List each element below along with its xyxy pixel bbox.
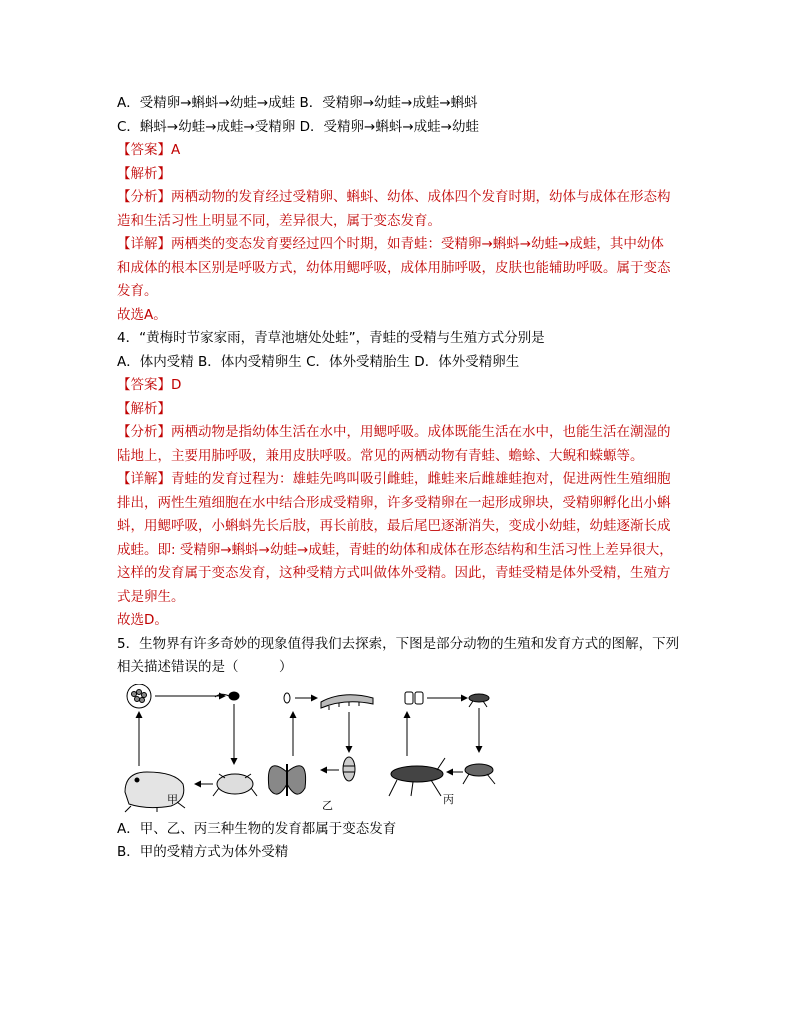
q4-answer: [117, 374, 687, 398]
q4-xiangjie-line-3: 蚪，用鳃呼吸，小蝌蚪先长后肢，再长前肢，最后尾巴逐渐消失，变成小幼蛙，幼蛙逐渐长成: [117, 518, 671, 534]
q4-fenxi-line-1: [117, 421, 687, 445]
q4-fenxi-line-2: 陆地上，主要用肺呼吸，兼用皮肤呼吸。常见的两栖动物有青蛙、蟾蜍、大鲵和蝾螈等。: [117, 447, 644, 464]
q4-xiangjie-line-5: 这样的发育属于变态发育，这种受精方式叫做体外受精。因此，青蛙受精是体外受精，生殖方: [117, 565, 671, 581]
q4-xiangjie-line-6: 式是卵生。: [117, 588, 185, 605]
q4-stem: 4．“黄梅时节家家雨，青草池塘处处蛙”，青蛙的受精与生殖方式分别是: [117, 330, 545, 346]
life-cycle-figure: [117, 684, 517, 814]
butterfly-egg-icon: [284, 693, 290, 703]
answer-value: A: [171, 142, 181, 158]
q3-xiangjie-line-3: 发育。: [117, 283, 158, 299]
q3-choose: 故选A。: [117, 306, 167, 323]
q4-analysis-tag: 【解析】: [117, 400, 171, 417]
fenxi-tag: 【分析】: [117, 424, 171, 440]
answer-value: D: [171, 377, 182, 393]
q5-option-b: B．甲的受精方式为体外受精: [117, 844, 289, 860]
q3-analysis-tag: 【解析】: [117, 165, 171, 182]
young-frog-icon: [213, 774, 257, 796]
answer-tag: 【答案】: [117, 377, 171, 393]
xiangjie-text: 青蛙的发育过程为：雄蛙先鸣叫吸引雌蛙，雌蛙来后雌雄蛙抱对，促进两性生殖细胞: [171, 471, 671, 487]
adult-frog-icon: [125, 772, 185, 812]
q3-xiangjie-line-1: [117, 233, 687, 257]
q4-xiangjie-line-4: 成蛙。即: 受精卵→蝌蚪→幼蛙→成蛙，青蛙的幼体和成体在形态结构和生活习性上差异很大，: [117, 541, 673, 558]
figure-label-jia: 甲: [167, 792, 178, 806]
q4-xiangjie-line-1: [117, 468, 687, 492]
q5-stem-line-2: 相关描述错误的是（ ）: [117, 659, 293, 675]
pupa-icon: [343, 757, 355, 781]
xiangjie-tag: 【详解】: [117, 471, 171, 487]
page-content: [117, 92, 687, 865]
xiangjie-text: 两栖类的变态发育要经过四个时期，如青蛙：受精卵→蝌蚪→幼蛙→成蛙，其中幼体: [171, 236, 664, 252]
caterpillar-icon: [321, 694, 373, 709]
q4-options: A．体内受精 B．体内受精卵生 C．体外受精胎生 D．体外受精卵生: [117, 353, 520, 370]
q3-answer: [117, 139, 687, 163]
nymph-small-icon: [469, 694, 489, 707]
answer-tag: 【答案】: [117, 142, 171, 158]
q5-option-a: A．甲、乙、丙三种生物的发育都属于变态发育: [117, 820, 397, 837]
q5-stem-line-1: 5．生物界有许多奇妙的现象值得我们去探索，下图是部分动物的生殖和发育方式的图解，下列: [117, 635, 680, 652]
figure-label-yi: 乙: [322, 798, 333, 812]
grasshopper-egg-icon: [405, 692, 423, 704]
butterfly-icon: [268, 764, 305, 796]
fenxi-tag: 【分析】: [117, 189, 171, 205]
q3-fenxi-line-2: 造和生活习性上明显不同，差异很大，属于变态发育。: [117, 212, 441, 229]
q3-fenxi-line-1: [117, 186, 687, 210]
q3-options-ab: A．受精卵→蝌蚪→幼蛙→成蛙 B．受精卵→幼蛙→成蛙→蝌蚪: [117, 95, 478, 111]
q4-xiangjie-line-2: 排出，两性生殖细胞在水中结合形成受精卵，许多受精卵在一起形成卵块，受精卵孵化出小蝌: [117, 494, 671, 511]
fenxi-text: 两栖动物是指幼体生活在水中，用鳃呼吸。成体既能生活在水中，也能生活在潮湿的: [171, 424, 671, 440]
frog-egg-mass-icon: [127, 684, 151, 708]
xiangjie-tag: 【详解】: [117, 236, 171, 252]
q4-choose: 故选D。: [117, 612, 168, 628]
q3-options-cd: C．蝌蚪→幼蛙→成蛙→受精卵 D．受精卵→蝌蚪→成蛙→幼蛙: [117, 118, 479, 135]
adult-grasshopper-icon: [389, 758, 445, 796]
q3-xiangjie-line-2: 和成体的根本区别是呼吸方式，幼体用鳃呼吸，成体用肺呼吸，皮肤也能辅助呼吸。属于变态: [117, 259, 671, 276]
nymph-large-icon: [463, 764, 495, 784]
figure-label-bing: 丙: [443, 792, 454, 806]
fenxi-text: 两栖动物的发育经过受精卵、蝌蚪、幼体、成体四个发育时期，幼体与成体在形态构: [171, 189, 671, 205]
